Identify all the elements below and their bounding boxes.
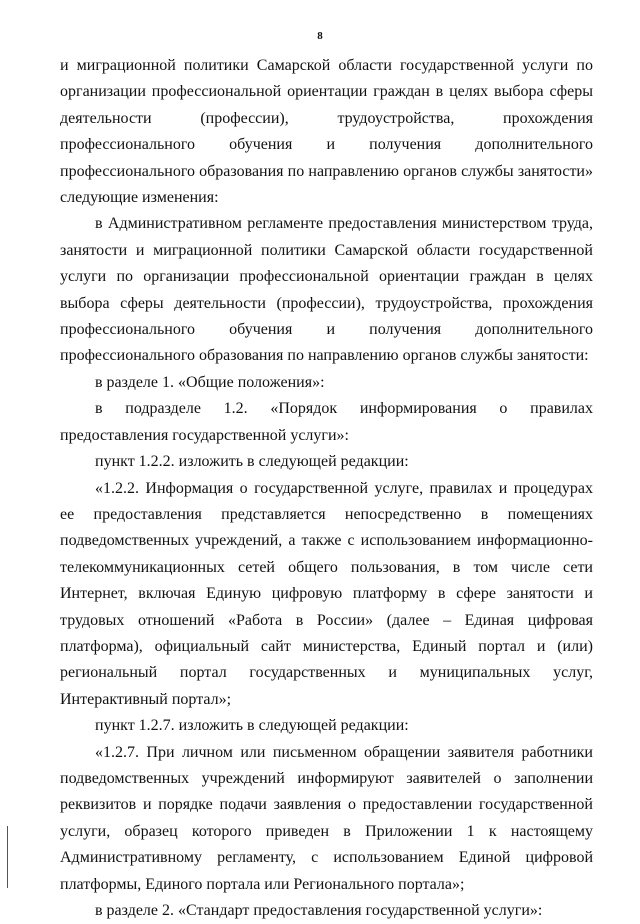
paragraph-item-1-2-7-instruction: пункт 1.2.7. изложить в следующей редакции: — [95, 717, 409, 735]
scan-margin-line — [7, 826, 8, 888]
paragraph-continuation: и миграционной политики Самарской области государственной услуги по организации профессиональной ориентации граждан в целях выбора сферы деятельности (профессии), трудоустройства, прохождения профессионального обучения и получения дополнительного профессионального образования по направлению органов службы занятости» следующие изменения: — [60, 57, 593, 207]
document-body — [60, 53, 593, 924]
paragraph-item-1-2-2-text: «1.2.2. Информация о государственной услуге, правилах и процедурах ее предоставления представляется непосредственно в помещениях подведомственных учреждений, а также с использованием информационно-телекоммуникационных сетей общего пользования, в том числе сети Интернет, включая Единую цифровую платформу в сфере занятости и трудовых отношений «Работа в России» (далее – Единая цифровая платформа), официальный сайт министерства, Единый портал и (или) региональный портал государственных и муниципальных услуг, Интерактивный портал»; — [60, 479, 593, 708]
paragraph-section-2: в разделе 2. «Стандарт предоставления государственной услуги»: — [95, 902, 543, 919]
paragraph-item-1-2-2-instruction: пункт 1.2.2. изложить в следующей редакции: — [95, 453, 409, 471]
page-number: 8 — [317, 30, 323, 42]
paragraph-item-1-2-7-text: «1.2.7. При личном или письменном обращении заявителя работники подведомственных учреждений информируют заявителей о заполнении реквизитов и порядке подачи заявления о предоставлении государственной услуги, образец которого приведен в Приложении 1 к настоящему Административному регламенту, с использованием Единой цифровой платформы, Единого портала или Регионального портала»; — [60, 743, 593, 893]
paragraph-subsection-1-2: в подразделе 1.2. «Порядок информирования о правилах предоставления государственной услуги»: — [60, 400, 593, 444]
paragraph-section-1: в разделе 1. «Общие положения»: — [95, 373, 325, 391]
paragraph-regulation-intro: в Административном регламенте предоставления министерством труда, занятости и миграционной политики Самарской области государственной услуги по организации профессиональной ориентации граждан в целях выбора сферы деятельности (профессии), трудоустройства, прохождения профессионального обучения и получения дополнительного профессионального образования по направлению органов службы занятости: — [60, 215, 593, 365]
